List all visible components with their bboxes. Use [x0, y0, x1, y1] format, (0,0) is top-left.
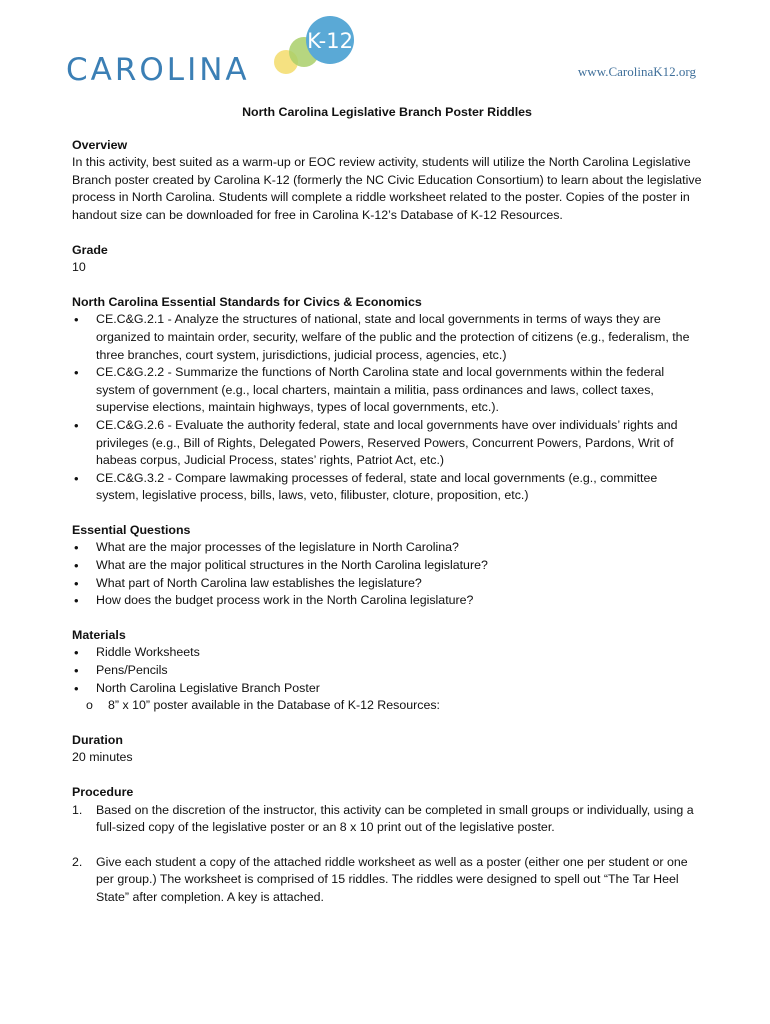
grade-heading: Grade [72, 242, 108, 257]
grade-value: 10 [72, 260, 86, 275]
logo-bubbles-icon [256, 14, 366, 84]
list-item: • CE.C&G.2.1 - Analyze the structures of national, state and local governments in terms of ways they are organized to maintain order, security, welfare of the public and the protection of citizens (e.g., federalism, the three branches, court system, jurisdictions, judicial process, agencies, etc.) [72, 311, 702, 364]
step-text: Based on the discretion of the instructor, this activity can be completed in small groups or individually, using a full-sized copy of the legislative poster or an 8 x 10 print out of the legislative poster. [96, 802, 694, 835]
list-item: • What are the major political structures in the North Carolina legislature? [72, 557, 702, 575]
materials-section [72, 627, 702, 715]
step-text: Give each student a copy of the attached riddle worksheet as well as a poster (either one per student or one per group.) The worksheet is comprised of 15 riddles. The riddles were designed to spell out “The Tar Heel State” after completion. A key is attached. [96, 854, 688, 904]
procedure-section [72, 784, 702, 907]
questions-list [72, 539, 702, 609]
procedure-step [72, 854, 702, 907]
materials-heading: Materials [72, 627, 126, 642]
logo-badge-text: K-12 [307, 29, 353, 53]
list-item: • CE.C&G.2.6 - Evaluate the authority federal, state and local governments have over individuals’ rights and privileges (e.g., Bill of Rights, Delegated Powers, Reserved Powers, Concurrent Powers, Pardons, Writ of habeas corpus, Judicial Process, states’ rights, Patriot Act, etc.) [72, 417, 702, 470]
procedure-heading: Procedure [72, 785, 134, 799]
list-item: • North Carolina Legislative Branch Poster [72, 680, 702, 698]
duration-heading: Duration [72, 732, 123, 747]
procedure-list [72, 802, 702, 907]
questions-heading: Essential Questions [72, 522, 191, 537]
document-body [72, 104, 702, 924]
step-number: 1. [72, 802, 83, 817]
logo-wordmark: CAROLINA [66, 52, 250, 88]
grade-section [72, 242, 702, 277]
materials-sublist [72, 697, 702, 715]
standards-list [72, 311, 702, 505]
overview-text: In this activity, best suited as a warm-up or EOC review activity, students will utilize the North Carolina Legislative Branch poster created by Carolina K-12 (formerly the NC Civic Education Consortium) to learn about the legislative process in North Carolina. Students will complete a riddle worksheet related to the poster. Copies of the poster in handout size can be downloaded for free in Carolina K-12’s Database of K-12 Resources. [72, 155, 702, 222]
list-item: • Pens/Pencils [72, 662, 702, 680]
list-item: • How does the budget process work in the North Carolina legislature? [72, 592, 702, 610]
standards-section [72, 294, 702, 505]
list-item: • CE.C&G.2.2 - Summarize the functions of North Carolina state and local governments within the federal system of government (e.g., local charters, maintain a militia, pass ordinances and laws, collect taxes, supervise elections, maintain highways, types of local governments, etc.). [72, 364, 702, 417]
procedure-step [72, 802, 702, 837]
questions-section [72, 522, 702, 610]
list-item: • Riddle Worksheets [72, 644, 702, 662]
document-title: North Carolina Legislative Branch Poster Riddles [242, 105, 532, 119]
carolina-k12-logo [66, 14, 366, 88]
list-item: • What part of North Carolina law establishes the legislature? [72, 575, 702, 593]
list-item: o 8” x 10” poster available in the Database of K-12 Resources: [86, 697, 702, 715]
duration-value: 20 minutes [72, 750, 133, 765]
standards-heading: North Carolina Essential Standards for Civics & Economics [72, 294, 422, 309]
website-url[interactable]: www.CarolinaK12.org [577, 64, 696, 79]
overview-section [72, 137, 702, 225]
overview-heading: Overview [72, 137, 128, 152]
duration-section [72, 732, 702, 767]
materials-list [72, 644, 702, 697]
list-item: • CE.C&G.3.2 - Compare lawmaking processes of federal, state and local governments (e.g., committee system, legislative process, bills, laws, veto, filibuster, cloture, proposition, etc.) [72, 470, 702, 505]
list-item: • What are the major processes of the legislature in North Carolina? [72, 539, 702, 557]
step-number: 2. [72, 854, 83, 869]
